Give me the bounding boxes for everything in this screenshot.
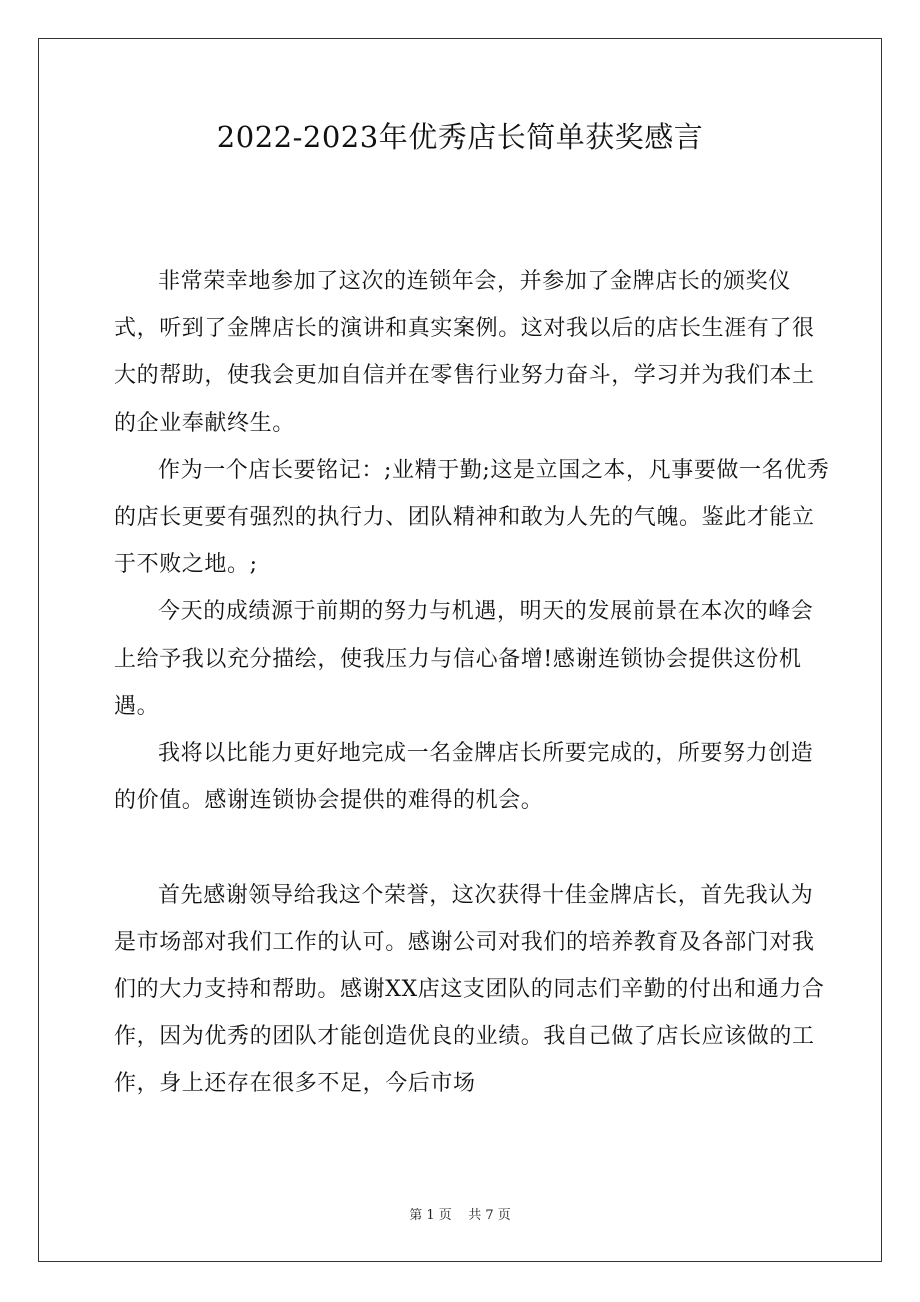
document-title: 2022-2023年优秀店长简单获奖感言 [216,120,704,154]
paragraph-1: 非常荣幸地参加了这次的连锁年会，并参加了金牌店长的颁奖仪式，听到了金牌店长的演讲和真实案例。这对我以后的店长生涯有了很大的帮助，使我会更加自信并在零售行业努力奋斗，学习并为我们本土的企业奉献终生。 [114,269,815,436]
paragraph-5: 首先感谢领导给我这个荣誉，这次获得十佳金牌店长，首先我认为是市场部对我们工作的认可。感谢公司对我们的培养教育及各部门对我们的大力支持和帮助。感谢XX店这支团队的同志们辛勤的付出和通力合作，因为优秀的团队才能创造优良的业绩。我自己做了店长应该做的工作，身上还存在很多不足，今后市场 [114,882,825,1097]
page-total: 共 7 页 [468,1208,511,1223]
paragraph-3: 今天的成绩源于前期的努力与机遇，明天的发展前景在本次的峰会上给予我以充分描绘，使我压力与信心备增!感谢连锁协会提供这份机遇。 [114,599,814,719]
page-number: 第 1 页 [409,1208,452,1223]
document-body [114,258,834,1108]
paragraph-4: 我将以比能力更好地完成一名金牌店长所要完成的，所要努力创造的价值。感谢连锁协会提供的难得的机会。 [114,741,814,814]
section-gap [114,824,834,871]
paragraph-2: 作为一个店长要铭记：;业精于勤;这是立国之本，凡事要做一名优秀的店长更要有强烈的执行力、团队精神和敢为人先的气魄。鉴此才能立于不败之地。; [114,457,830,578]
page-footer [0,1206,920,1226]
